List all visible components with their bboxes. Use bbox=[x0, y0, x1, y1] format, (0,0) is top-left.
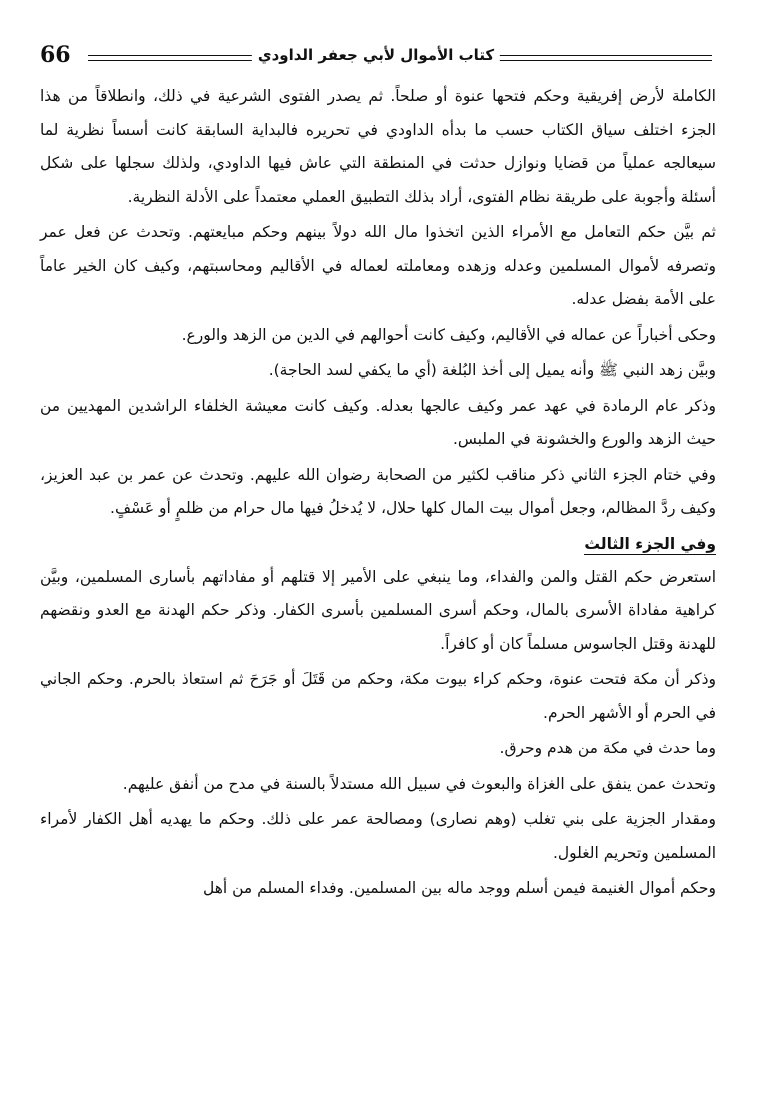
page-header bbox=[40, 40, 712, 76]
section-subheading bbox=[40, 528, 716, 561]
paragraph: وحكم أموال الغنيمة فيمن أسلم ووجد ماله بين المسلمين. وفداء المسلم من أهل bbox=[202, 879, 716, 897]
paragraph: وما حدث في مكة من هدم وحرق. bbox=[499, 739, 716, 757]
paragraph: وذكر أن مكة فتحت عنوة، وحكم كراء بيوت مكة، وحكم من قَتَلَ أو جَرَحَ ثم استعاذ بالحرم. وحكم الجاني في الحرم أو الأشهر الحرم. bbox=[40, 670, 716, 722]
paragraph: وذكر عام الرمادة في عهد عمر وكيف عالجها بعدله. وكيف كانت معيشة الخلفاء الراشدين المهديين من حيث الزهد والورع والخشونة في الملبس. bbox=[40, 396, 716, 448]
paragraph: استعرض حكم القتل والمن والفداء، وما ينبغي على الأمير إلا قتلهم أو مفاداتهم بأسارى المسلمين، وبيَّن كراهية مفاداة الأسرى بالمال، وحكم أسرى المسلمين بأسرى الكفار. وذكر حكم الهدنة مع العدو ونقضهم للهدنة وقتل الجاسوس مسلماً كان أو كافراً. bbox=[40, 567, 716, 653]
paragraph: ومقدار الجزية على بني تغلب (وهم نصارى) ومصالحة عمر على ذلك. وحكم ما يهديه أهل الكفار لأمراء المسلمين وتحريم الغلول. bbox=[40, 810, 716, 862]
page-number: 66 bbox=[40, 42, 71, 68]
running-title: كتاب الأموال لأبي جعفر الداودي bbox=[252, 46, 500, 64]
paragraph: وحكى أخباراً عن عماله في الأقاليم، وكيف كانت أحوالهم في الدين من الزهد والورع. bbox=[181, 325, 716, 344]
subheading-text: وفي الجزء الثالث bbox=[584, 534, 716, 553]
paragraph: الكاملة لأرض إفريقية وحكم فتحها عنوة أو صلحاً. ثم يصدر الفتوى الشرعية في ذلك، وانطلاقاً من هذا الجزء اختلف سياق الكتاب حسب ما بدأه الداودي في تحريره فالبداية السابقة كانت أسساً نظرية لما سيعالجه عملياً من قضايا ونوازل حدثت في المنطقة التي عاش فيها الداودي، ولذلك سجلها على شكل أسئلة وأجوبة على طريقة نظام الفتوى، أراد بذلك التطبيق العملي معتمداً على الأدلة النظرية. bbox=[40, 87, 716, 206]
header-rule-right bbox=[498, 55, 712, 61]
paragraph: ثم بيَّن حكم التعامل مع الأمراء الذين اتخذوا مال الله دولاً بينهم وحكم مبايعتهم. وتحدث عن فعل عمر وتصرفه لأموال المسلمين وعدله وزهده ومعاملته لعماله في الأقاليم ومحاسبتهم، وكيف كان الخير عاماً على الأمة بفضل عدله. bbox=[40, 223, 716, 308]
paragraph: وبيَّن زهد النبي ﷺ وأنه يميل إلى أخذ البُلغة (أي ما يكفي لسد الحاجة). bbox=[268, 361, 716, 379]
paragraph: وتحدث عمن ينفق على الغزاة والبعوث في سبيل الله مستدلاً بالسنة في مدح من أنفق عليهم. bbox=[122, 774, 716, 793]
header-rule-left bbox=[88, 55, 278, 61]
paragraph: وفي ختام الجزء الثاني ذكر مناقب لكثير من الصحابة رضوان الله عليهم. وتحدث عن عمر بن عبد العزيز، وكيف ردَّ المظالم، وجعل أموال بيت المال كلها حلال، لا يُدخلُ فيها مال حرام من ظلمٍ أو عَسْفٍ. bbox=[40, 465, 716, 517]
page-body bbox=[40, 80, 716, 908]
